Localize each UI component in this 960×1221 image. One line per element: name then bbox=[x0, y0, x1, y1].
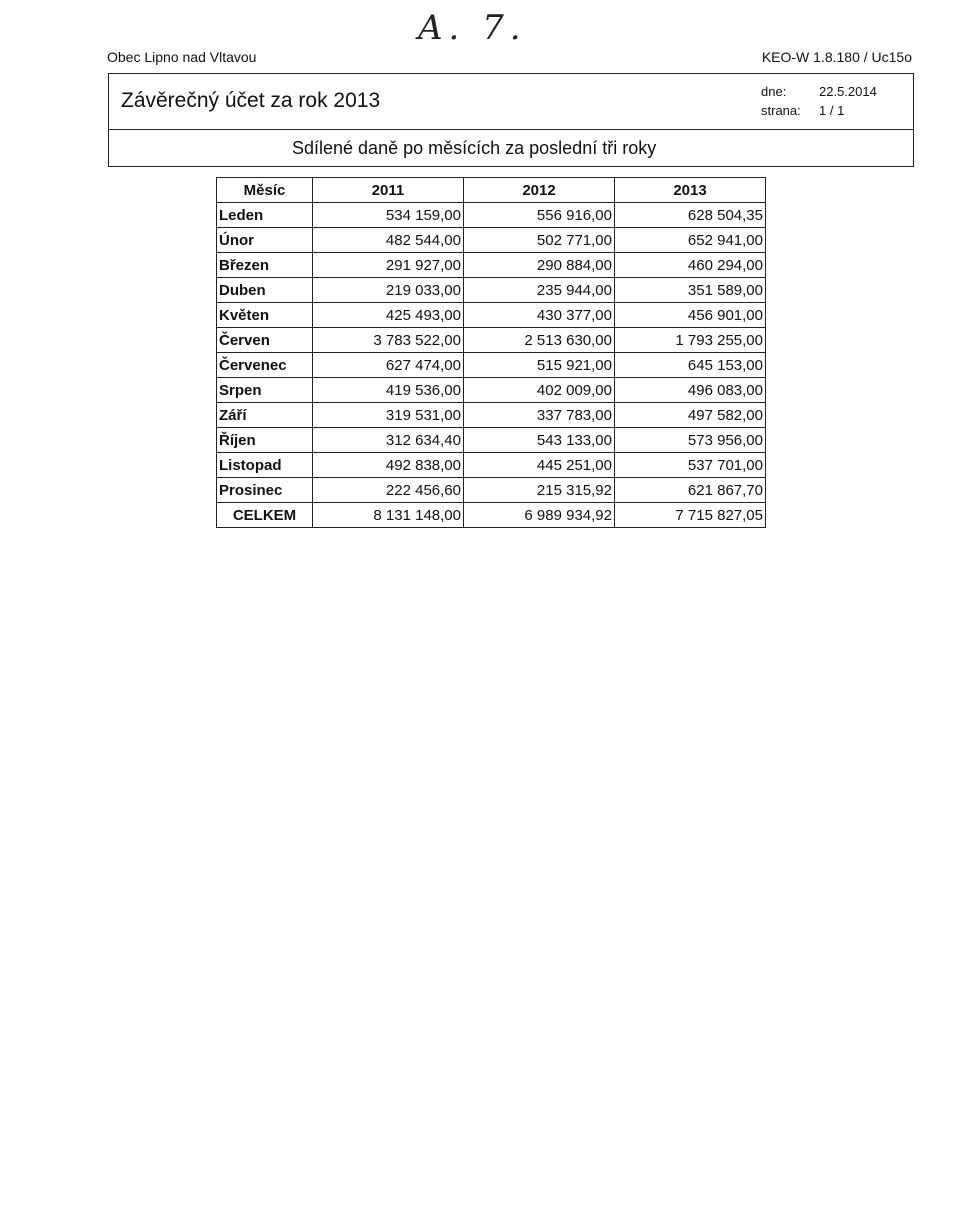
month-cell: Září bbox=[217, 403, 313, 428]
column-header-2013: 2013 bbox=[615, 178, 766, 203]
total-value-cell: 8 131 148,00 bbox=[313, 503, 464, 528]
month-cell: Červen bbox=[217, 328, 313, 353]
value-cell: 645 153,00 bbox=[615, 353, 766, 378]
value-cell: 496 083,00 bbox=[615, 378, 766, 403]
value-cell: 219 033,00 bbox=[313, 278, 464, 303]
page-value: 1 / 1 bbox=[819, 103, 845, 118]
value-cell: 419 536,00 bbox=[313, 378, 464, 403]
value-cell: 537 701,00 bbox=[615, 453, 766, 478]
value-cell: 290 884,00 bbox=[464, 253, 615, 278]
table-row bbox=[217, 378, 766, 403]
report-code: KEO-W 1.8.180 / Uc15o bbox=[761, 49, 912, 65]
value-cell: 502 771,00 bbox=[464, 228, 615, 253]
column-header-2012: 2012 bbox=[464, 178, 615, 203]
value-cell: 215 315,92 bbox=[464, 478, 615, 503]
table-row bbox=[217, 353, 766, 378]
value-cell: 430 377,00 bbox=[464, 303, 615, 328]
value-cell: 337 783,00 bbox=[464, 403, 615, 428]
value-cell: 492 838,00 bbox=[313, 453, 464, 478]
month-cell: Červenec bbox=[217, 353, 313, 378]
value-cell: 2 513 630,00 bbox=[464, 328, 615, 353]
value-cell: 497 582,00 bbox=[615, 403, 766, 428]
total-value-cell: 6 989 934,92 bbox=[464, 503, 615, 528]
value-cell: 515 921,00 bbox=[464, 353, 615, 378]
month-cell: Duben bbox=[217, 278, 313, 303]
value-cell: 445 251,00 bbox=[464, 453, 615, 478]
value-cell: 628 504,35 bbox=[615, 203, 766, 228]
value-cell: 235 944,00 bbox=[464, 278, 615, 303]
table-row bbox=[217, 253, 766, 278]
month-cell: Prosinec bbox=[217, 478, 313, 503]
month-cell: Srpen bbox=[217, 378, 313, 403]
value-cell: 456 901,00 bbox=[615, 303, 766, 328]
total-value-cell: 7 715 827,05 bbox=[615, 503, 766, 528]
value-cell: 627 474,00 bbox=[313, 353, 464, 378]
value-cell: 621 867,70 bbox=[615, 478, 766, 503]
value-cell: 402 009,00 bbox=[464, 378, 615, 403]
table-row bbox=[217, 428, 766, 453]
table-row bbox=[217, 403, 766, 428]
table-row bbox=[217, 203, 766, 228]
organization-name: Obec Lipno nad Vltavou bbox=[107, 49, 257, 65]
table-row bbox=[217, 453, 766, 478]
value-cell: 652 941,00 bbox=[615, 228, 766, 253]
value-cell: 460 294,00 bbox=[615, 253, 766, 278]
month-cell: Listopad bbox=[217, 453, 313, 478]
page-label: strana: bbox=[761, 103, 801, 118]
value-cell: 543 133,00 bbox=[464, 428, 615, 453]
month-cell: Květen bbox=[217, 303, 313, 328]
value-cell: 222 456,60 bbox=[313, 478, 464, 503]
column-header-month: Měsíc bbox=[217, 178, 313, 203]
total-label: CELKEM bbox=[217, 503, 313, 528]
value-cell: 312 634,40 bbox=[313, 428, 464, 453]
value-cell: 1 793 255,00 bbox=[615, 328, 766, 353]
report-subtitle: Sdílené daně po měsících za poslední tři roky bbox=[292, 138, 657, 158]
table-row bbox=[217, 328, 766, 353]
shared-taxes-table bbox=[216, 177, 766, 528]
value-cell: 425 493,00 bbox=[313, 303, 464, 328]
month-cell: Únor bbox=[217, 228, 313, 253]
document-title: Závěrečný účet za rok 2013 bbox=[121, 89, 381, 112]
table-row bbox=[217, 478, 766, 503]
value-cell: 351 589,00 bbox=[615, 278, 766, 303]
header-divider bbox=[109, 129, 913, 130]
value-cell: 291 927,00 bbox=[313, 253, 464, 278]
value-cell: 573 956,00 bbox=[615, 428, 766, 453]
table-row bbox=[217, 228, 766, 253]
date-value: 22.5.2014 bbox=[819, 84, 877, 99]
value-cell: 319 531,00 bbox=[313, 403, 464, 428]
table-row bbox=[217, 278, 766, 303]
report-header-box bbox=[108, 73, 914, 167]
month-cell: Leden bbox=[217, 203, 313, 228]
value-cell: 482 544,00 bbox=[313, 228, 464, 253]
value-cell: 3 783 522,00 bbox=[313, 328, 464, 353]
date-label: dne: bbox=[761, 84, 787, 99]
handwritten-annotation: A. 7. bbox=[418, 8, 527, 48]
month-cell: Březen bbox=[217, 253, 313, 278]
value-cell: 556 916,00 bbox=[464, 203, 615, 228]
table-total-row bbox=[217, 503, 766, 528]
table-row bbox=[217, 303, 766, 328]
table-header-row bbox=[217, 178, 766, 203]
month-cell: Říjen bbox=[217, 428, 313, 453]
column-header-2011: 2011 bbox=[313, 178, 464, 203]
value-cell: 534 159,00 bbox=[313, 203, 464, 228]
document-meta bbox=[761, 82, 877, 120]
